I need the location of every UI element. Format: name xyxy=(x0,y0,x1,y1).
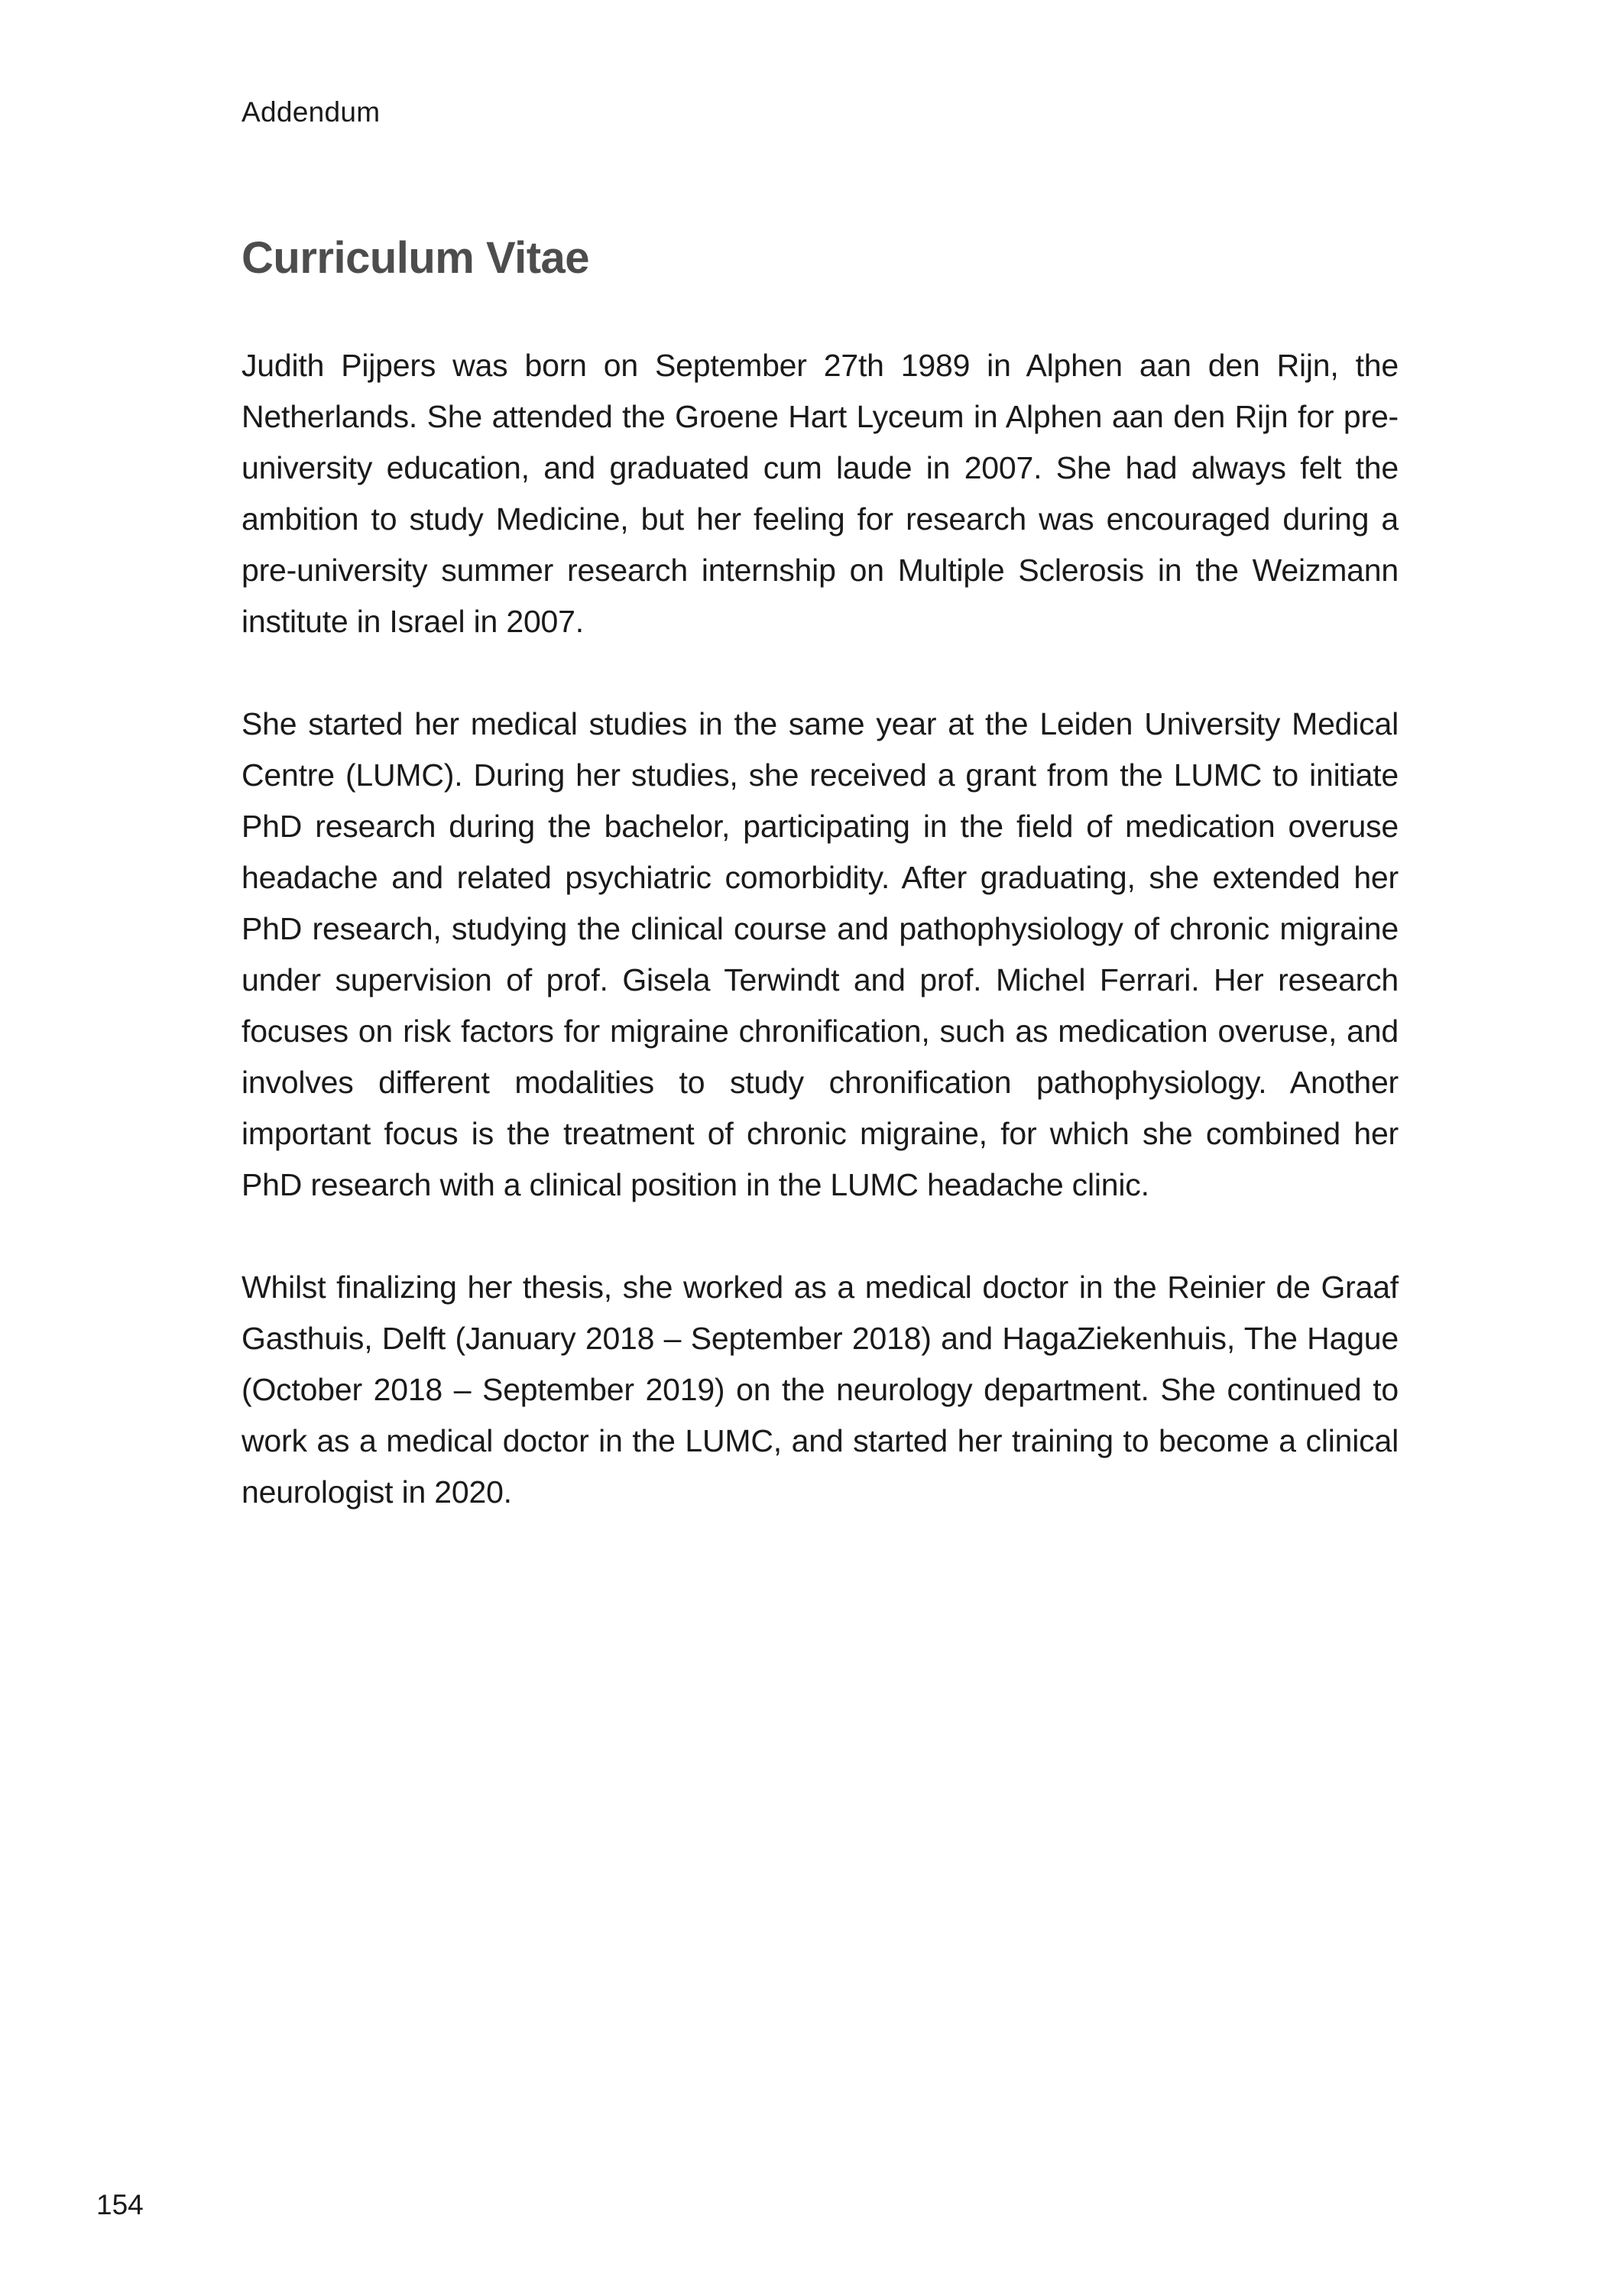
paragraph-career: Whilst finalizing her thesis, she worked as a medical doctor in the Reinier de Graaf Gasthuis, Delft (January 2018 – September 2018) and HagaZiekenhuis, The Hague (October 2018 – September 2019) on the neurology department. She continued to work as a medical doctor in the LUMC, and started her training to become a clinical neurologist in 2020. xyxy=(241,1270,1399,1510)
body-text xyxy=(241,340,1399,1569)
paragraph-early-life: Judith Pijpers was born on September 27th 1989 in Alphen aan den Rijn, the Netherlands. She attended the Groene Hart Lyceum in Alphen aan den Rijn for pre-university education, and graduated cum laude in 2007. She had always felt the ambition to study Medicine, but her feeling for research was encouraged during a pre-university summer research internship on Multiple Sclerosis in the Weizmann institute in Israel in 2007. xyxy=(241,348,1399,639)
page-title: Curriculum Vitae xyxy=(241,233,590,283)
paragraph-medical-studies: She started her medical studies in the same year at the Leiden University Medical Centre (LUMC). During her studies, she received a grant from the LUMC to initiate PhD research during the bachelor, participating in the field of medication overuse headache and related psychiatric comorbidity. After graduating, she extended her PhD research, studying the clinical course and pathophysiology of chronic migraine under supervision of prof. Gisela Terwindt and prof. Michel Ferrari. Her research focuses on risk factors for migraine chronification, such as medication overuse, and involves different modalities to study chronification pathophysiology. Another important focus is the treatment of chronic migraine, for which she combined her PhD research with a clinical position in the LUMC headache clinic. xyxy=(241,706,1399,1202)
running-header: Addendum xyxy=(241,96,381,128)
page-number: 154 xyxy=(96,2189,144,2220)
